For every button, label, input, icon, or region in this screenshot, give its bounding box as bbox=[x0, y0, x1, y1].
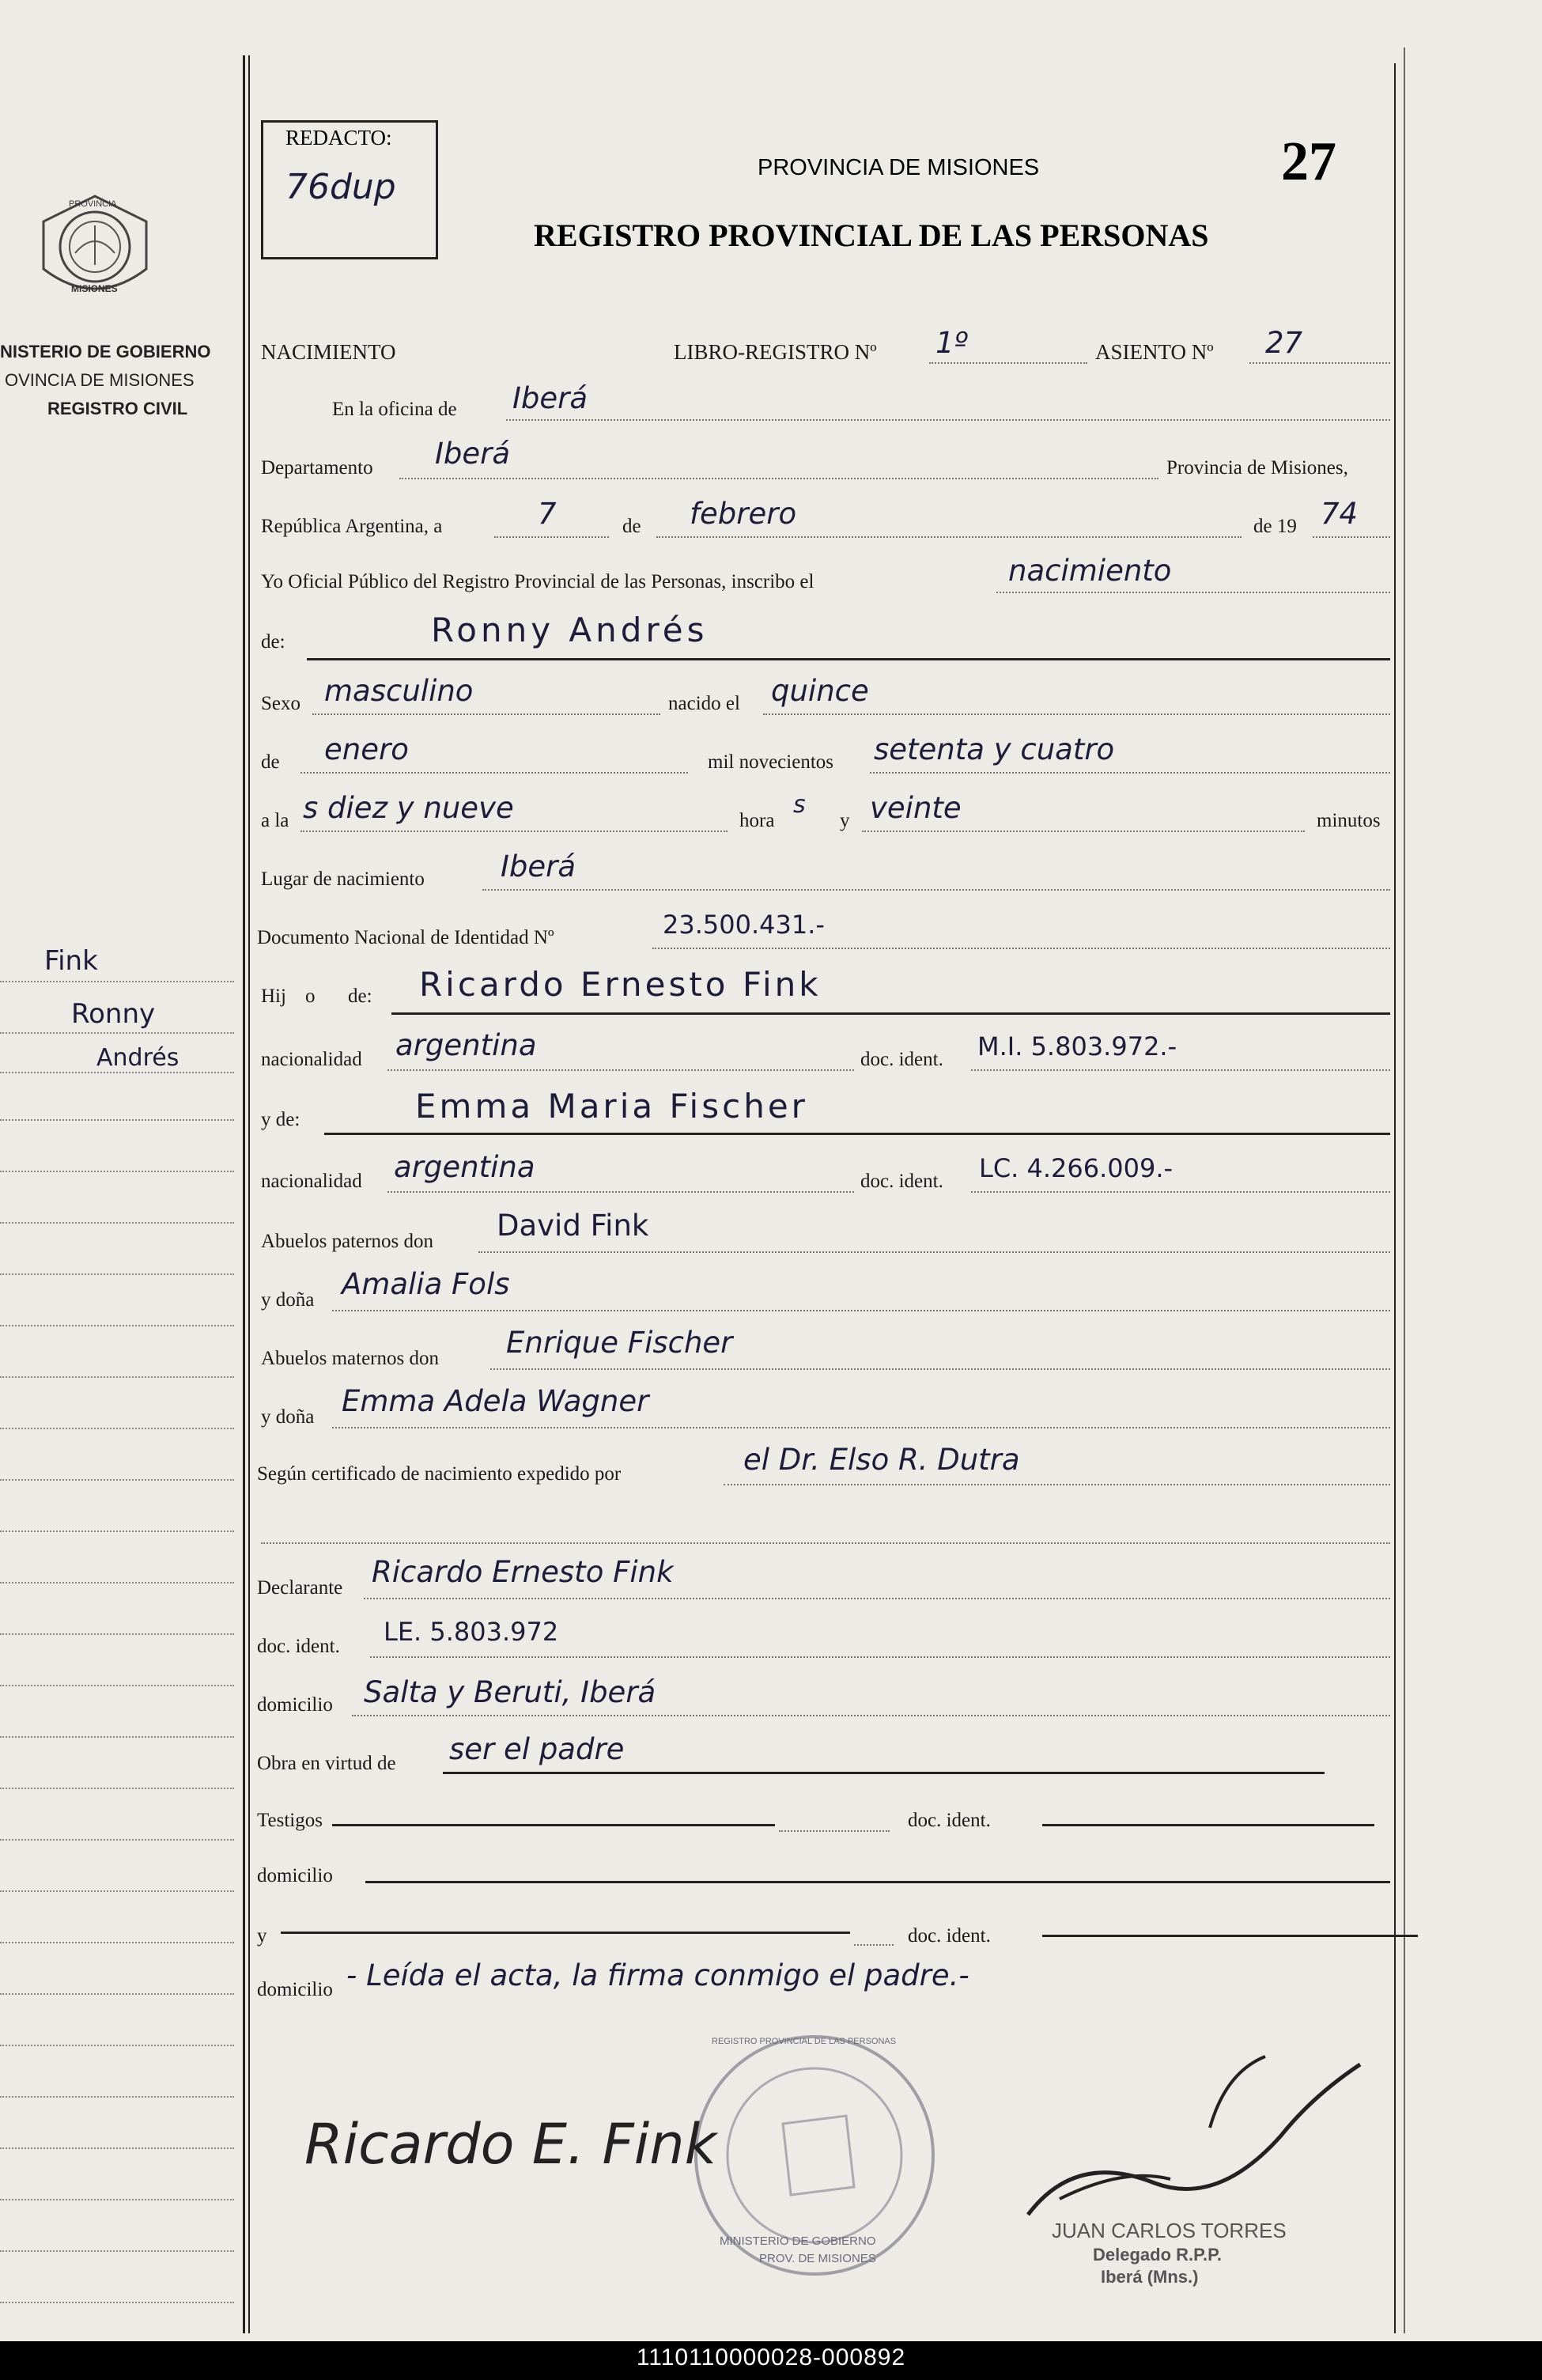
abuelo-mat-dots bbox=[490, 1368, 1390, 1370]
year-dots bbox=[1313, 536, 1390, 538]
testigos-label: Testigos bbox=[257, 1810, 323, 1831]
margin-rule bbox=[0, 1685, 234, 1686]
obra-line bbox=[443, 1772, 1325, 1774]
margin-rule bbox=[0, 2096, 234, 2098]
abuelos-mat-label: Abuelos maternos don bbox=[261, 1348, 439, 1369]
margin-rule bbox=[0, 2147, 234, 2149]
y-label: y bbox=[840, 810, 850, 831]
domicilio-dots bbox=[352, 1715, 1390, 1716]
margin-rule bbox=[0, 2199, 234, 2200]
left-frame-line bbox=[243, 55, 245, 2333]
dni-dots bbox=[652, 948, 1390, 949]
hijo-label: Hij bbox=[261, 986, 286, 1007]
margin-rule bbox=[0, 981, 234, 982]
domicilio2-label: domicilio bbox=[257, 1865, 333, 1886]
day-value: 7 bbox=[538, 497, 557, 531]
segun-value: el Dr. Elso R. Dutra bbox=[743, 1443, 1020, 1477]
sexo-value: masculino bbox=[324, 674, 474, 708]
margin-rule bbox=[0, 1273, 234, 1275]
abuela-mat-value: Emma Adela Wagner bbox=[342, 1384, 649, 1418]
doc-decl-value: LE. 5.803.972 bbox=[384, 1617, 559, 1647]
domicilio2-line bbox=[365, 1881, 1390, 1883]
blank-dots bbox=[261, 1542, 1390, 1544]
dni-label: Documento Nacional de Identidad Nº bbox=[257, 927, 554, 948]
left-heading-province: OVINCIA DE MISIONES bbox=[5, 370, 195, 390]
margin-rule bbox=[0, 2045, 234, 2046]
margin-rule bbox=[0, 1839, 234, 1841]
padre-line bbox=[391, 1012, 1390, 1015]
margin-rule bbox=[0, 1325, 234, 1326]
province-title: PROVINCIA DE MISIONES bbox=[758, 155, 1040, 180]
doc-decl-dots bbox=[370, 1656, 1390, 1658]
minutos-value: veinte bbox=[870, 791, 962, 825]
hora-suffix: s bbox=[793, 791, 806, 819]
margin-rule bbox=[0, 2250, 234, 2252]
oficial-text: Yo Oficial Público del Registro Provincial de las Personas, inscribo el bbox=[261, 571, 814, 592]
doc-madre-dots bbox=[971, 1191, 1390, 1193]
madre-line bbox=[324, 1133, 1390, 1135]
redacto-value: 76dup bbox=[285, 167, 396, 207]
registry-title: REGISTRO PROVINCIAL DE LAS PERSONAS bbox=[534, 218, 1209, 253]
oficial-dots bbox=[996, 592, 1390, 593]
image-id-label: 1110110000028-000892 bbox=[636, 2344, 906, 2371]
oficial-value: nacimiento bbox=[1008, 554, 1172, 588]
doc-padre-label: doc. ident. bbox=[860, 1049, 943, 1070]
hijo-suffix: o bbox=[305, 986, 316, 1007]
abuela-pat-dots bbox=[332, 1310, 1390, 1311]
oficina-label: En la oficina de bbox=[332, 399, 457, 420]
left-seal-text: MISIONES bbox=[71, 283, 118, 294]
month-value: febrero bbox=[690, 497, 797, 531]
margin-note-second: Andrés bbox=[96, 1044, 180, 1072]
obra-label: Obra en virtud de bbox=[257, 1753, 396, 1774]
nac-padre-label: nacionalidad bbox=[261, 1049, 362, 1070]
abuelo-pat-dots bbox=[478, 1251, 1390, 1253]
left-heading-registry: REGISTRO CIVIL bbox=[47, 399, 188, 418]
y2-dots bbox=[854, 1944, 894, 1946]
obra-value: ser el padre bbox=[449, 1732, 625, 1766]
margin-note-first: Ronny bbox=[71, 998, 156, 1030]
ydona-mat-label: y doña bbox=[261, 1406, 315, 1428]
margin-rule bbox=[0, 1032, 234, 1034]
round-seal bbox=[688, 2029, 941, 2282]
padre-value: Ricardo Ernesto Fink bbox=[419, 965, 822, 1004]
domicilio-value: Salta y Beruti, Iberá bbox=[364, 1675, 656, 1709]
margin-rule bbox=[0, 1582, 234, 1584]
margin-rule bbox=[0, 1942, 234, 1943]
testigos-dots bbox=[779, 1830, 890, 1832]
abuelo-pat-value: David Fink bbox=[497, 1209, 649, 1243]
left-frame-line-2 bbox=[248, 55, 250, 2333]
y2-doc-line bbox=[1042, 1935, 1418, 1937]
de2-label: de: bbox=[261, 631, 285, 653]
nacido-value: quince bbox=[771, 674, 869, 708]
lugar-value: Iberá bbox=[501, 849, 576, 884]
declarante-value: Ricardo Ernesto Fink bbox=[372, 1555, 674, 1589]
sexo-dots bbox=[312, 713, 660, 715]
page-number: 27 bbox=[1281, 131, 1336, 192]
declarante-label: Declarante bbox=[257, 1577, 343, 1599]
nacido-label: nacido el bbox=[668, 693, 740, 714]
redacto-label: REDACTO: bbox=[285, 126, 392, 149]
margin-rule bbox=[0, 1993, 234, 1995]
doc-decl-label: doc. ident. bbox=[257, 1636, 340, 1657]
abuelo-mat-value: Enrique Fischer bbox=[506, 1326, 733, 1360]
testigos-doc-label: doc. ident. bbox=[908, 1810, 991, 1831]
asiento-value: 27 bbox=[1265, 326, 1303, 360]
nac-madre-value: argentina bbox=[394, 1150, 535, 1184]
margin-rule bbox=[0, 1890, 234, 1892]
hijo-de-label: de: bbox=[348, 986, 372, 1007]
doc-madre-value: LC. 4.266.009.- bbox=[979, 1153, 1174, 1183]
margin-rule bbox=[0, 1531, 234, 1532]
month-dots bbox=[656, 536, 1242, 538]
asiento-label: ASIENTO Nº bbox=[1095, 340, 1214, 364]
nacido-dots bbox=[763, 713, 1390, 715]
day-dots bbox=[494, 536, 609, 538]
cierre-value: - Leída el acta, la firma conmigo el padre.- bbox=[346, 1958, 969, 1992]
lugar-dots bbox=[482, 889, 1390, 891]
hora-dots bbox=[300, 831, 728, 832]
sexo-label: Sexo bbox=[261, 693, 300, 714]
libro-label: LIBRO-REGISTRO Nº bbox=[674, 340, 877, 364]
abuela-pat-value: Amalia Fols bbox=[342, 1267, 510, 1301]
margin-rule bbox=[0, 1428, 234, 1429]
redacto-box bbox=[261, 120, 438, 259]
departamento-value: Iberá bbox=[435, 437, 511, 471]
margin-rule bbox=[0, 1479, 234, 1481]
official-stamp-name: JUAN CARLOS TORRES bbox=[1052, 2219, 1287, 2242]
declarante-signature: Ricardo E. Fink bbox=[304, 2112, 717, 2177]
official-stamp-place: Iberá (Mns.) bbox=[1101, 2267, 1199, 2287]
yde-label: y de: bbox=[261, 1109, 300, 1130]
abuelos-pat-label: Abuelos paternos don bbox=[261, 1231, 434, 1252]
asiento-dots bbox=[1249, 362, 1390, 364]
doc-madre-label: doc. ident. bbox=[860, 1171, 943, 1192]
ydona-pat-label: y doña bbox=[261, 1289, 315, 1311]
anio-nac-value: setenta y cuatro bbox=[874, 732, 1115, 766]
mes-nac-dots bbox=[300, 772, 688, 774]
round-seal-text-2: PROV. DE MISIONES bbox=[759, 2252, 876, 2265]
nac-padre-value: argentina bbox=[395, 1028, 537, 1062]
libro-dots bbox=[929, 362, 1087, 364]
y2-label: y bbox=[257, 1925, 267, 1947]
de3-label: de bbox=[261, 751, 280, 773]
republica-label: República Argentina, a bbox=[261, 516, 443, 537]
oficina-dots bbox=[506, 419, 1390, 421]
left-heading-ministry: NISTERIO DE GOBIERNO bbox=[0, 342, 211, 361]
oficina-value: Iberá bbox=[512, 381, 588, 415]
segun-label: Según certificado de nacimiento expedido por bbox=[257, 1463, 622, 1485]
margin-note-surname: Fink bbox=[44, 945, 98, 977]
minutos-dots bbox=[862, 831, 1305, 832]
mes-nac-value: enero bbox=[324, 732, 409, 766]
margin-rule bbox=[0, 1736, 234, 1738]
nac-madre-label: nacionalidad bbox=[261, 1171, 362, 1192]
lugar-label: Lugar de nacimiento bbox=[261, 868, 425, 890]
nac-madre-dots bbox=[387, 1191, 854, 1193]
de-label: de bbox=[622, 516, 641, 537]
madre-value: Emma Maria Fischer bbox=[415, 1087, 808, 1126]
segun-dots bbox=[724, 1484, 1390, 1485]
departamento-dots bbox=[399, 478, 1158, 479]
margin-rule bbox=[0, 1072, 234, 1073]
dni-value: 23.500.431.- bbox=[663, 910, 825, 940]
official-stamp-title: Delegado R.P.P. bbox=[1093, 2245, 1223, 2265]
year-value: 74 bbox=[1321, 497, 1359, 531]
nac-padre-dots bbox=[387, 1069, 854, 1071]
ala-label: a la bbox=[261, 810, 289, 831]
nombre-line bbox=[307, 658, 1390, 660]
abuela-mat-dots bbox=[332, 1427, 1390, 1428]
nombre-value: Ronny Andrés bbox=[431, 611, 709, 649]
testigos-line bbox=[332, 1824, 775, 1826]
y2-line bbox=[281, 1932, 850, 1934]
libro-value: 1º bbox=[935, 326, 968, 360]
doc-padre-value: M.I. 5.803.972.- bbox=[977, 1031, 1177, 1061]
minutos-label: minutos bbox=[1317, 810, 1381, 831]
margin-rule bbox=[0, 1119, 234, 1121]
doc-padre-dots bbox=[971, 1069, 1390, 1071]
margin-rule bbox=[0, 1633, 234, 1635]
round-seal-text-1: MINISTERIO DE GOBIERNO bbox=[720, 2234, 876, 2248]
hora-value: s diez y nueve bbox=[303, 791, 514, 825]
year-label: de 19 bbox=[1253, 516, 1297, 537]
y2-doc-label: doc. ident. bbox=[908, 1925, 991, 1947]
margin-rule bbox=[0, 1788, 234, 1789]
domicilio-label: domicilio bbox=[257, 1694, 333, 1716]
margin-rule bbox=[0, 1171, 234, 1172]
mil-label: mil novecientos bbox=[708, 751, 833, 773]
departamento-label: Departamento bbox=[261, 457, 373, 479]
left-seal-top-text: PROVINCIA bbox=[69, 199, 117, 209]
margin-rule bbox=[0, 2302, 234, 2303]
margin-rule bbox=[0, 1376, 234, 1378]
hora-label: hora bbox=[739, 810, 775, 831]
round-seal-text-3: REGISTRO PROVINCIAL DE LAS PERSONAS bbox=[712, 2037, 897, 2046]
testigos-doc-line bbox=[1042, 1824, 1374, 1826]
anio-nac-dots bbox=[870, 772, 1390, 774]
provincia-suffix: Provincia de Misiones, bbox=[1166, 457, 1348, 479]
official-signature bbox=[1012, 2009, 1392, 2246]
declarante-dots bbox=[364, 1598, 1390, 1599]
right-frame-line bbox=[1394, 63, 1396, 2333]
domicilio3-label: domicilio bbox=[257, 1979, 333, 2000]
page-edge bbox=[1404, 47, 1405, 2333]
type-label: NACIMIENTO bbox=[261, 340, 396, 364]
left-seal bbox=[36, 190, 154, 308]
margin-rule bbox=[0, 1222, 234, 1224]
